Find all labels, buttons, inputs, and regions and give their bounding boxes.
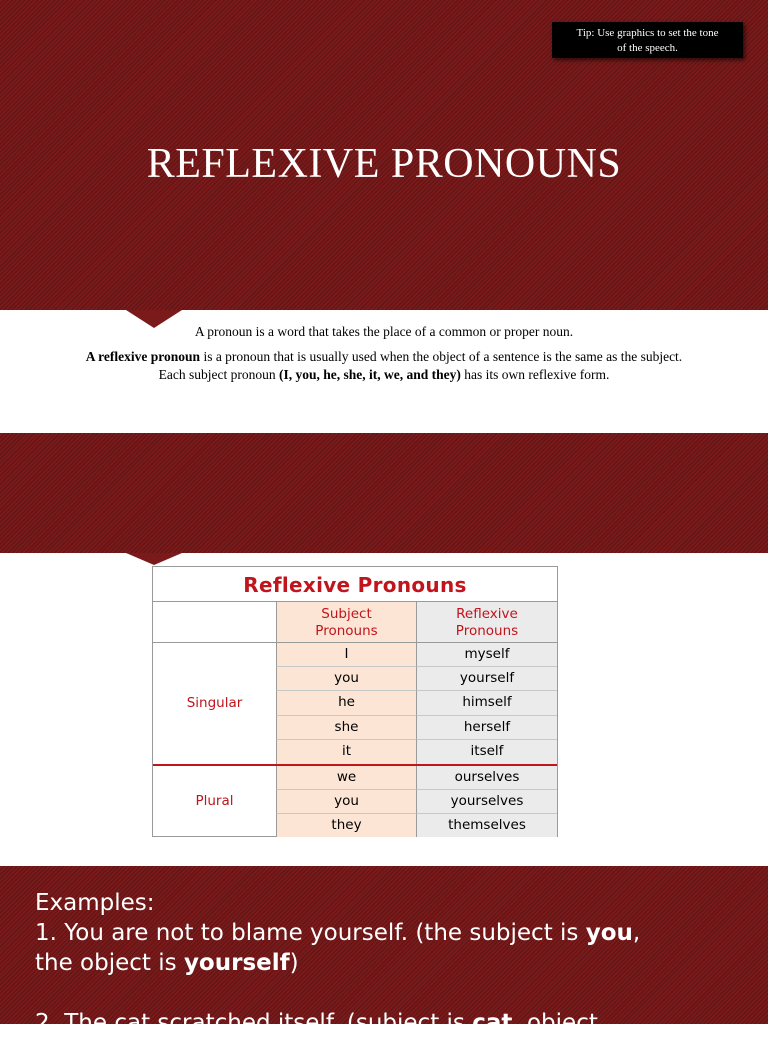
table-row-subject: you bbox=[276, 667, 416, 691]
table-row-reflexive: myself bbox=[416, 643, 557, 667]
definition-line-2-rest: is a pronoun that is usually used when the object of a sentence is the same as the subject. bbox=[200, 349, 683, 364]
singular-label-cell bbox=[153, 643, 276, 764]
header-reflexive-pronouns bbox=[416, 602, 557, 643]
table-grid bbox=[153, 602, 557, 837]
example-2-subject: cat bbox=[472, 1010, 513, 1036]
table-row-subject: she bbox=[276, 716, 416, 740]
middle-band bbox=[0, 433, 768, 553]
example-2-text: 2. The cat scratched itself. (subject is bbox=[35, 1010, 473, 1036]
table-row-reflexive: ourselves bbox=[416, 766, 557, 790]
reflexive-pronoun-table bbox=[152, 566, 558, 837]
tip-box bbox=[552, 22, 743, 58]
example-1-text: 1. You are not to blame yourself. (the subject is bbox=[35, 920, 586, 946]
table-title: Reflexive Pronouns bbox=[153, 567, 557, 602]
examples-heading: Examples: bbox=[35, 890, 155, 916]
example-1-line-2 bbox=[35, 948, 755, 978]
header-empty-cell bbox=[153, 602, 276, 643]
definition-line-2 bbox=[0, 348, 768, 366]
term-reflexive-pronoun: A reflexive pronoun bbox=[85, 349, 201, 364]
table-row-reflexive: itself bbox=[416, 740, 557, 764]
plural-label: Plural bbox=[195, 793, 234, 809]
header-subject-line-1: Subject bbox=[321, 606, 372, 622]
table-row-subject: you bbox=[276, 790, 416, 814]
example-1-close: ) bbox=[289, 950, 299, 976]
definition-line-3-post: has its own reflexive form. bbox=[460, 367, 610, 382]
singular-label: Singular bbox=[186, 695, 243, 711]
tip-line-1: Tip: Use graphics to set the tone bbox=[576, 27, 719, 39]
example-spacer bbox=[35, 978, 755, 1008]
definition-line-1: A pronoun is a word that takes the place of a common or proper noun. bbox=[194, 324, 574, 339]
example-2-line-1 bbox=[35, 1008, 755, 1038]
example-1-line-1 bbox=[35, 918, 755, 948]
table-row-reflexive: themselves bbox=[416, 814, 557, 837]
header-subject-line-2: Pronouns bbox=[315, 623, 378, 639]
header-reflexive-line-2: Pronouns bbox=[455, 623, 519, 639]
header-reflexive-line-1: Reflexive bbox=[456, 606, 518, 622]
header-subject-pronouns bbox=[276, 602, 416, 643]
example-1-comma: , bbox=[632, 920, 641, 946]
table-row-reflexive: yourself bbox=[416, 667, 557, 691]
table-row-subject: they bbox=[276, 814, 416, 837]
page-title: REFLEXIVE PRONOUNS bbox=[146, 141, 622, 187]
plural-label-cell bbox=[153, 766, 276, 837]
definition-line-3-pre: Each subject pronoun bbox=[158, 367, 279, 382]
example-1-object: yourself bbox=[183, 950, 290, 976]
subject-pronoun-list: (I, you, he, she, it, we, and they) bbox=[278, 367, 461, 382]
table-row-reflexive: yourselves bbox=[416, 790, 557, 814]
tip-line-2: of the speech. bbox=[617, 42, 678, 54]
example-2-rest: , object bbox=[512, 1010, 598, 1036]
table-row-subject: we bbox=[276, 766, 416, 790]
examples-section bbox=[35, 888, 755, 1038]
band-notch bbox=[126, 553, 182, 565]
table-row-subject: it bbox=[276, 740, 416, 764]
definition-line-3 bbox=[0, 366, 768, 384]
table-row-reflexive: himself bbox=[416, 691, 557, 716]
table-row-subject: I bbox=[276, 643, 416, 667]
example-1-object-text: the object is bbox=[35, 950, 184, 976]
table-row-subject: he bbox=[276, 691, 416, 716]
example-1-subject: you bbox=[585, 920, 633, 946]
table-row-reflexive: herself bbox=[416, 716, 557, 740]
